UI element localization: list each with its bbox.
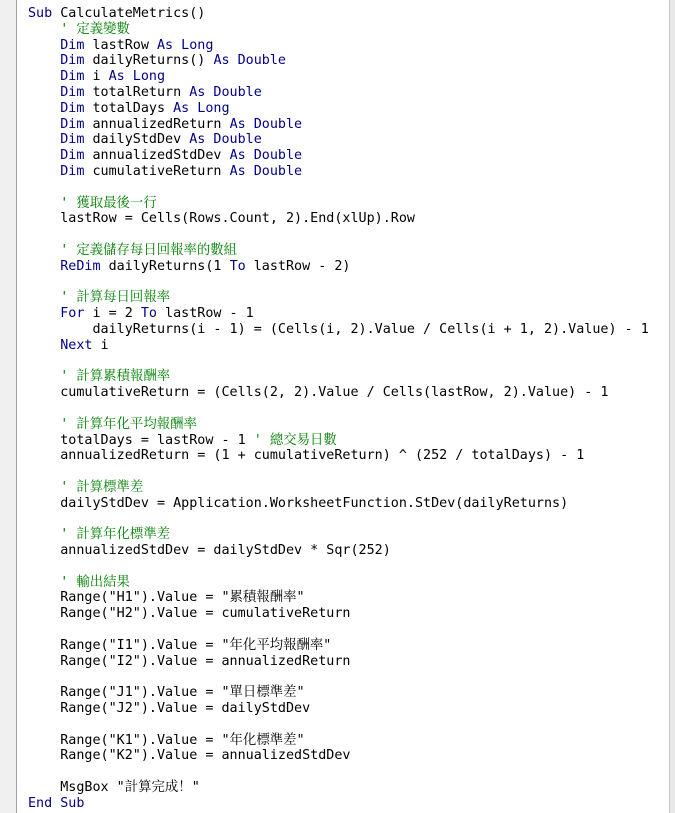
code-line[interactable] (28, 196, 649, 212)
code-line[interactable] (28, 480, 649, 496)
code-line[interactable] (28, 575, 649, 591)
code-line[interactable] (28, 101, 649, 117)
code-keyword: Dim (60, 100, 85, 116)
code-token (28, 85, 60, 100)
code-token: Range("H1").Value = "累積報酬率" (28, 590, 305, 606)
code-keyword: As Long (173, 100, 230, 116)
code-token: Range("I2").Value = annualizedReturn (28, 653, 351, 669)
code-keyword: As Double (189, 84, 262, 100)
code-keyword: Dim (60, 148, 85, 164)
code-line[interactable] (28, 448, 649, 464)
code-token: totalDays = lastRow - 1 (28, 432, 254, 448)
code-keyword: As Long (108, 69, 166, 85)
code-token: i (84, 69, 109, 85)
code-line[interactable] (28, 243, 649, 259)
code-line[interactable] (28, 385, 649, 401)
code-keyword: Dim (60, 84, 85, 100)
code-line[interactable] (28, 685, 649, 701)
code-token: cumulativeReturn (84, 163, 230, 179)
code-token: lastRow = Cells(Rows.Count, 2).End(xlUp).Row (28, 211, 415, 227)
code-token: Range("J1").Value = "單日標準差" (28, 685, 305, 701)
code-comment: ' 輸出結果 (28, 574, 130, 590)
code-line[interactable] (28, 433, 649, 449)
code-line[interactable] (28, 148, 649, 164)
code-line[interactable] (28, 69, 649, 85)
code-token (28, 69, 60, 84)
code-token: totalDays (84, 100, 174, 116)
code-line[interactable] (28, 590, 649, 606)
code-token: lastRow (84, 37, 157, 53)
code-line[interactable] (28, 748, 649, 764)
code-keyword: To (140, 306, 157, 322)
code-line[interactable] (28, 180, 649, 196)
code-token (28, 53, 60, 68)
code-line[interactable] (28, 211, 649, 227)
code-keyword: Next (60, 337, 93, 353)
code-keyword: Dim (60, 69, 85, 85)
code-token (28, 338, 60, 353)
code-line[interactable] (28, 85, 649, 101)
code-keyword: As Double (229, 163, 303, 179)
code-token (28, 132, 60, 147)
code-keyword: Dim (60, 116, 85, 132)
code-comment: ' 總交易日數 (253, 432, 337, 448)
code-line[interactable] (28, 733, 649, 749)
code-token: Range("K1").Value = "年化標準差" (28, 732, 305, 748)
code-line[interactable] (28, 669, 649, 685)
code-line[interactable] (28, 543, 649, 559)
code-keyword: To (229, 258, 246, 274)
code-token (28, 164, 60, 179)
code-comment: ' 計算每日回報率 (28, 290, 171, 306)
code-line[interactable] (28, 717, 649, 733)
code-comment: ' 計算標準差 (28, 479, 144, 495)
code-keyword: Dim (60, 163, 85, 179)
code-token: cumulativeReturn = (Cells(2, 2).Value / Cells(lastRow, 2).Value) - 1 (28, 385, 609, 401)
code-keyword: Sub (28, 6, 53, 21)
code-line[interactable] (28, 117, 649, 133)
code-line[interactable] (28, 322, 649, 338)
code-line[interactable] (28, 764, 649, 780)
code-line[interactable] (28, 227, 649, 243)
code-token: i (92, 337, 109, 353)
code-keyword: ReDim (60, 258, 101, 274)
code-keyword: End Sub (28, 795, 85, 811)
code-keyword: Dim (60, 37, 85, 53)
code-token: annualizedStdDev (84, 148, 230, 164)
code-token: Range("J2").Value = dailyStdDev (28, 701, 311, 717)
code-token: totalReturn (84, 84, 190, 100)
code-line[interactable] (28, 275, 649, 291)
code-line[interactable] (28, 796, 649, 812)
code-line[interactable] (28, 512, 649, 528)
editor-gutter[interactable] (0, 0, 17, 813)
code-line[interactable] (28, 338, 649, 354)
code-token: Range("H2").Value = cumulativeReturn (28, 606, 351, 622)
code-comment: ' 定義儲存每日回報率的數組 (28, 242, 238, 258)
code-token: dailyReturns() (84, 53, 214, 69)
code-line[interactable] (28, 780, 649, 796)
code-keyword: As Long (157, 37, 214, 53)
code-line[interactable] (28, 164, 649, 180)
code-comment: ' 獲取最後一行 (28, 195, 157, 211)
code-line[interactable] (28, 417, 649, 433)
code-line[interactable] (28, 354, 649, 370)
code-keyword: As Double (189, 132, 262, 148)
code-token: Range("K2").Value = annualizedStdDev (28, 748, 351, 764)
code-line[interactable] (28, 306, 649, 322)
code-token: i = 2 (84, 306, 141, 322)
code-keyword: As Double (229, 148, 303, 164)
code-token (28, 259, 60, 274)
code-text-area[interactable] (28, 6, 649, 812)
code-line[interactable] (28, 464, 649, 480)
code-token: dailyReturns(1 (100, 258, 230, 274)
code-token (28, 117, 60, 132)
code-token (28, 38, 60, 53)
vertical-scrollbar[interactable] (669, 0, 675, 813)
code-line[interactable] (28, 132, 649, 148)
code-line[interactable] (28, 259, 649, 275)
code-line[interactable] (28, 654, 649, 670)
code-token: lastRow - 2) (245, 258, 351, 274)
code-line[interactable] (28, 38, 649, 54)
code-token: annualizedStdDev = dailyStdDev * Sqr(252) (28, 543, 391, 559)
code-token: annualizedReturn = (1 + cumulativeReturn) ^ (252 / totalDays) - 1 (28, 448, 585, 464)
code-token (28, 148, 60, 163)
code-token: dailyStdDev (84, 132, 190, 148)
code-line[interactable] (28, 22, 649, 38)
code-token: dailyReturns(i - 1) = (Cells(i, 2).Value / Cells(i + 1, 2).Value) - 1 (28, 321, 649, 337)
code-comment: ' 計算累積報酬率 (28, 369, 171, 385)
code-line[interactable] (28, 606, 649, 622)
code-token: annualizedReturn (84, 116, 230, 132)
code-line[interactable] (28, 622, 649, 638)
code-token: CalculateMetrics() (52, 6, 206, 21)
code-line[interactable] (28, 638, 649, 654)
code-comment: ' 計算年化標準差 (28, 527, 171, 543)
code-keyword: As Double (213, 53, 286, 69)
code-comment: ' 定義變數 (28, 21, 130, 37)
code-keyword: As Double (229, 116, 303, 132)
code-line[interactable] (28, 701, 649, 717)
code-keyword: For (60, 306, 85, 322)
code-token: dailyStdDev = Application.WorksheetFunction.StDev(dailyReturns) (28, 495, 569, 511)
code-token: MsgBox "計算完成！" (28, 780, 200, 796)
code-line[interactable] (28, 53, 649, 69)
code-line[interactable] (28, 527, 649, 543)
code-line[interactable] (28, 496, 649, 512)
code-line[interactable] (28, 6, 649, 22)
code-line[interactable] (28, 559, 649, 575)
code-token: Range("I1").Value = "年化平均報酬率" (28, 637, 332, 653)
code-line[interactable] (28, 369, 649, 385)
code-keyword: Dim (60, 53, 85, 69)
code-token (28, 101, 60, 116)
code-line[interactable] (28, 401, 649, 417)
code-comment: ' 計算年化平均報酬率 (28, 416, 197, 432)
code-keyword: Dim (60, 132, 85, 148)
code-token: lastRow - 1 (157, 306, 254, 322)
code-line[interactable] (28, 290, 649, 306)
code-token (28, 306, 60, 321)
